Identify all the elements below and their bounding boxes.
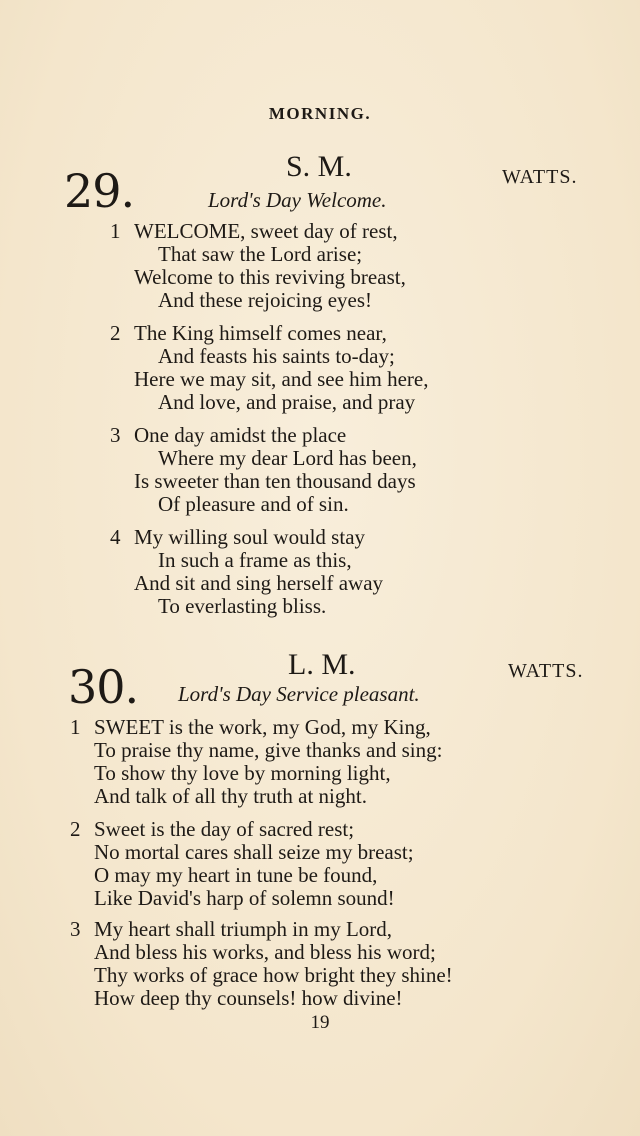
stanza-number: 4: [110, 525, 121, 549]
hymn-author: WATTS.: [502, 166, 578, 188]
hymn-author: WATTS.: [508, 660, 584, 682]
stanza-number: 3: [110, 423, 121, 447]
book-page: MORNING. 29. S. M. WATTS. Lord's Day Welcome. 1 WELCOME, sweet day of rest, That saw the Lord arise; Welcome to this reviving breast, And these rejoicing eyes! 2 The King himself comes near, And feasts his saints to-day; Here we may sit, and see him here, And love, and praise, and pray 3 One day amidst the place Where my dear Lord has been, Is sweeter than ten thousand days Of pleasure and of sin. 4 My willing soul would stay In such a frame as this, And sit and sing herself away To everlasting bliss. 30. L. M. WATTS. Lord's Day Service pleasant. 1 SWEET is the work, my God, my King, To praise thy name, give thanks and sing: To show thy love by morning light, And talk of all thy truth at night. 2 Sweet is the day of sacred rest; No mortal cares shall seize my breast; O may my heart in tune be found, Like David's harp of solemn sound! 3 My heart shall triumph in my Lord, And bless his works, and bless his word; Thy works of grace how bright they shine! How deep thy counsels! how divine! 19: [0, 0, 640, 1136]
running-head: MORNING.: [268, 104, 372, 123]
stanza-number: 2: [110, 321, 121, 345]
hymn-meter: L. M.: [288, 648, 356, 681]
hymn-meter: S. M.: [286, 150, 352, 183]
stanza-number: 3: [70, 917, 81, 941]
stanza-number: 1: [110, 219, 121, 243]
hymn-number: 30.: [68, 660, 139, 714]
hymn-subtitle: Lord's Day Service pleasant.: [178, 682, 420, 706]
page-number: 19: [310, 1012, 330, 1033]
stanza-number: 1: [70, 715, 81, 739]
hymn-subtitle: Lord's Day Welcome.: [208, 188, 387, 212]
stanza-number: 2: [70, 817, 81, 841]
hymn-number: 29.: [64, 164, 135, 218]
